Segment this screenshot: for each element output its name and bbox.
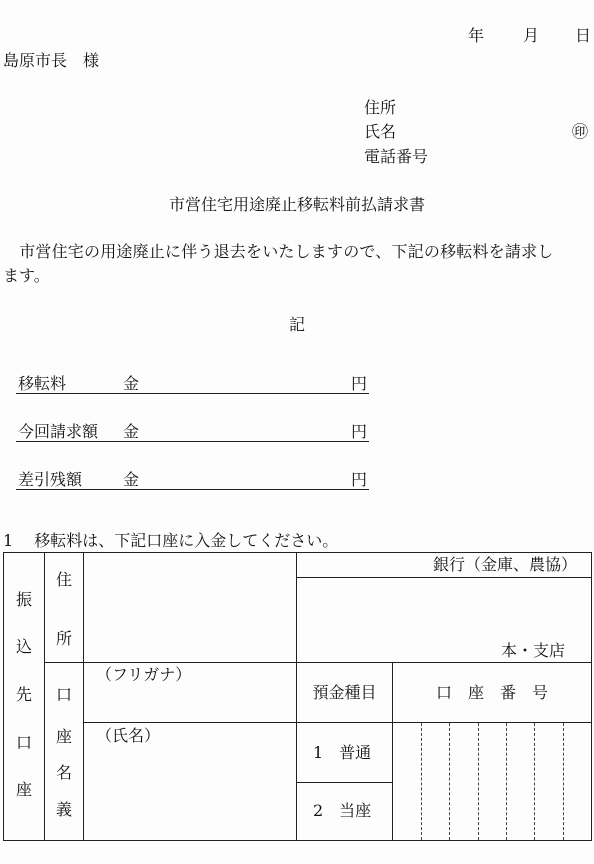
- account-digit-box[interactable]: [507, 723, 535, 840]
- furikomi-char: 込: [15, 637, 32, 656]
- account-digit-boxes: [393, 723, 591, 840]
- furikomi-char: 振: [15, 590, 32, 609]
- shimei-field[interactable]: [84, 723, 297, 841]
- amount-underline: [16, 489, 369, 490]
- document-title: 市営住宅用途廃止移転料前払請求書: [168, 195, 425, 214]
- seal-mark: ㊞: [572, 122, 589, 141]
- deposit-type-options: [297, 723, 393, 841]
- account-number-field[interactable]: [393, 723, 592, 841]
- address-label: 住所: [364, 98, 397, 117]
- address-char: 所: [55, 629, 72, 648]
- account-digit-box[interactable]: [422, 723, 450, 840]
- account-digit-box[interactable]: [564, 723, 591, 840]
- meigi-header: [45, 663, 84, 841]
- phone-label: 電話番号: [364, 147, 429, 166]
- amount-yen: 円: [351, 422, 368, 441]
- ki-heading: 記: [288, 315, 305, 334]
- amount-kin: 金: [123, 422, 140, 441]
- furikomi-char: 座: [15, 780, 32, 799]
- amount-underline: [16, 441, 369, 442]
- account-digit-box[interactable]: [450, 723, 478, 840]
- meigi-char: 義: [55, 800, 72, 819]
- deposit-type-touza[interactable]: 2 当座: [313, 801, 372, 820]
- account-digit-box[interactable]: [535, 723, 563, 840]
- address-field[interactable]: [84, 553, 297, 663]
- shimei-label: （氏名）: [96, 726, 161, 745]
- amount-kin: 金: [123, 374, 140, 393]
- furikomi-char: 口: [15, 733, 32, 752]
- furigana-field[interactable]: [84, 663, 297, 723]
- deposit-type-futsu[interactable]: 1 普通: [313, 743, 372, 762]
- deposit-type-label: 預金種目: [312, 682, 377, 702]
- branch-label: 本・支店: [500, 641, 565, 660]
- addressee: 島原市長 様: [3, 51, 100, 70]
- amount-label: 差引残額: [18, 470, 83, 489]
- account-digit-box[interactable]: [479, 723, 507, 840]
- deposit-type-divider: [297, 782, 392, 783]
- year-label: 年: [468, 26, 485, 45]
- month-label: 月: [523, 26, 540, 45]
- account-number-header: [393, 663, 592, 723]
- amount-kin: 金: [123, 470, 140, 489]
- account-number-label: 口 座 番 号: [435, 682, 548, 702]
- amount-label: 移転料: [18, 374, 67, 393]
- body-text-line-2: ます。: [3, 266, 50, 285]
- date-line: [0, 28, 594, 46]
- furikomi-header: [4, 553, 45, 841]
- furikomi-char: 先: [15, 685, 32, 704]
- amount-underline: [16, 393, 369, 394]
- account-digit-box[interactable]: [393, 723, 422, 840]
- address-header: [45, 553, 84, 663]
- meigi-char: 名: [55, 763, 72, 782]
- bank-label: 銀行（金庫、農協）: [432, 555, 577, 574]
- amount-label: 今回請求額: [18, 422, 99, 441]
- bank-divider: [297, 577, 591, 578]
- transfer-note: 1 移転料は、下記口座に入金してください。: [3, 531, 339, 550]
- account-table: [3, 552, 592, 841]
- day-label: 日: [575, 26, 592, 45]
- deposit-type-header: [297, 663, 393, 723]
- amount-yen: 円: [351, 470, 368, 489]
- body-text-line-1: 市営住宅の用途廃止に伴う退去をいたしますので、下記の移転料を請求し: [3, 242, 554, 261]
- meigi-char: 座: [55, 727, 72, 746]
- address-char: 住: [55, 570, 72, 589]
- meigi-char: 口: [55, 685, 72, 704]
- bank-field[interactable]: [297, 553, 592, 663]
- furigana-label: （フリガナ）: [96, 665, 192, 684]
- name-label: 氏名: [364, 122, 397, 141]
- amount-yen: 円: [351, 374, 368, 393]
